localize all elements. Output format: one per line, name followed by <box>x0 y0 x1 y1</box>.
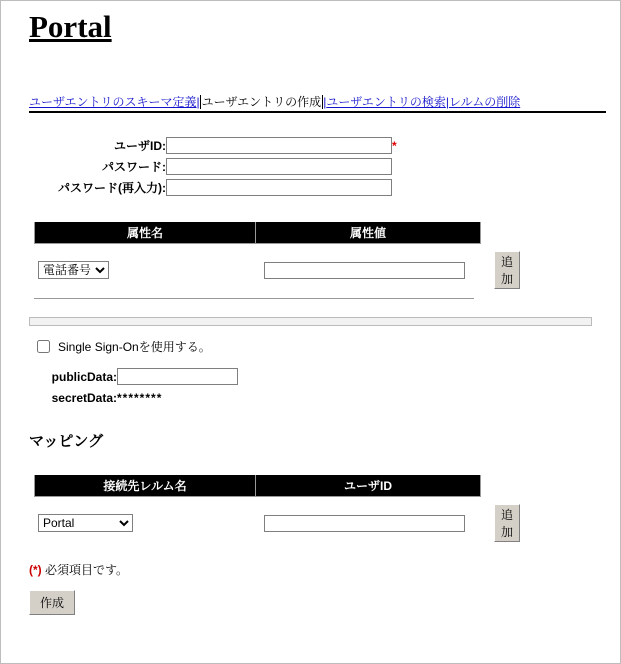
attribute-name-cell <box>34 244 260 296</box>
password-confirm-input[interactable] <box>166 179 392 196</box>
secret-data-label: secretData: <box>51 391 117 405</box>
label-password-confirm: パスワード(再入力): <box>58 181 166 195</box>
cell-userid-input <box>166 135 392 156</box>
mapping-userid-header: ユーザID <box>256 474 481 497</box>
page-title: Portal <box>29 9 112 44</box>
mapping-realm-select[interactable] <box>38 514 133 532</box>
field-row-userid <box>29 135 397 156</box>
userid-input[interactable] <box>166 137 392 154</box>
nav-link-search[interactable]: ユーザエントリの検索 <box>326 95 446 109</box>
required-note <box>29 561 620 578</box>
attribute-row-divider <box>34 298 474 299</box>
secret-data-row <box>37 388 238 408</box>
password-required-mark <box>392 156 397 177</box>
create-button[interactable]: 作成 <box>29 590 75 615</box>
mapping-realm-cell <box>34 497 260 549</box>
public-data-input[interactable] <box>117 368 238 385</box>
attribute-name-select[interactable] <box>38 261 109 279</box>
field-row-password <box>29 156 397 177</box>
sso-checkbox[interactable] <box>37 340 50 353</box>
attribute-value-input[interactable] <box>264 262 465 279</box>
required-note-text: 必須項目です。 <box>41 563 129 577</box>
mapping-realm-header: 接続先レルム名 <box>35 474 256 497</box>
public-data-row <box>37 365 238 388</box>
sso-checkbox-row[interactable] <box>37 338 620 355</box>
attribute-table-header-row <box>35 221 481 244</box>
attribute-table <box>34 220 481 244</box>
attribute-value-cell <box>260 244 490 296</box>
nav-link-create[interactable]: ユーザエントリの作成 <box>201 95 322 109</box>
attribute-name-header: 属性名 <box>35 221 256 244</box>
cell-password-confirm-input <box>166 177 392 198</box>
password-confirm-required-mark <box>392 177 397 198</box>
mapping-userid-input[interactable] <box>264 515 465 532</box>
label-userid: ユーザID: <box>114 139 166 153</box>
cell-password-input <box>166 156 392 177</box>
required-note-star: (*) <box>29 563 42 577</box>
sso-data-table <box>37 365 238 408</box>
field-row-password-confirm <box>29 177 397 198</box>
nav-tabs <box>29 93 606 113</box>
user-entry-form <box>1 135 620 198</box>
mapping-input-row <box>34 497 514 549</box>
mapping-add-button[interactable]: 追加 <box>494 504 520 542</box>
userid-required-mark: * <box>392 138 397 153</box>
attribute-value-header: 属性値 <box>256 221 481 244</box>
nav-separator-2: | <box>323 95 327 109</box>
mapping-table-header-row <box>35 474 481 497</box>
nav-link-delete-realm[interactable]: レルムの削除 <box>448 95 521 109</box>
nav-separator-3: | <box>445 95 449 109</box>
sso-checkbox-label: Single Sign-Onを使用する。 <box>58 340 211 354</box>
nav-separator-1: | <box>196 95 200 109</box>
label-password: パスワード: <box>102 160 166 174</box>
attribute-add-button[interactable]: 追加 <box>494 251 520 289</box>
public-data-label: publicData: <box>51 369 117 384</box>
table-row <box>34 244 490 296</box>
public-data-cell <box>117 365 238 388</box>
mapping-section-title: マッピング <box>29 433 104 450</box>
mapping-userid-cell <box>260 497 490 549</box>
attribute-input-row <box>34 244 514 296</box>
password-input[interactable] <box>166 158 392 175</box>
secret-data-value: ******** <box>117 391 163 405</box>
section-separator-bar <box>29 317 592 326</box>
table-row <box>34 497 490 549</box>
user-fields-table <box>29 135 397 198</box>
mapping-table <box>34 473 481 497</box>
nav-link-schema[interactable]: ユーザエントリのスキーマ定義 <box>29 95 197 109</box>
